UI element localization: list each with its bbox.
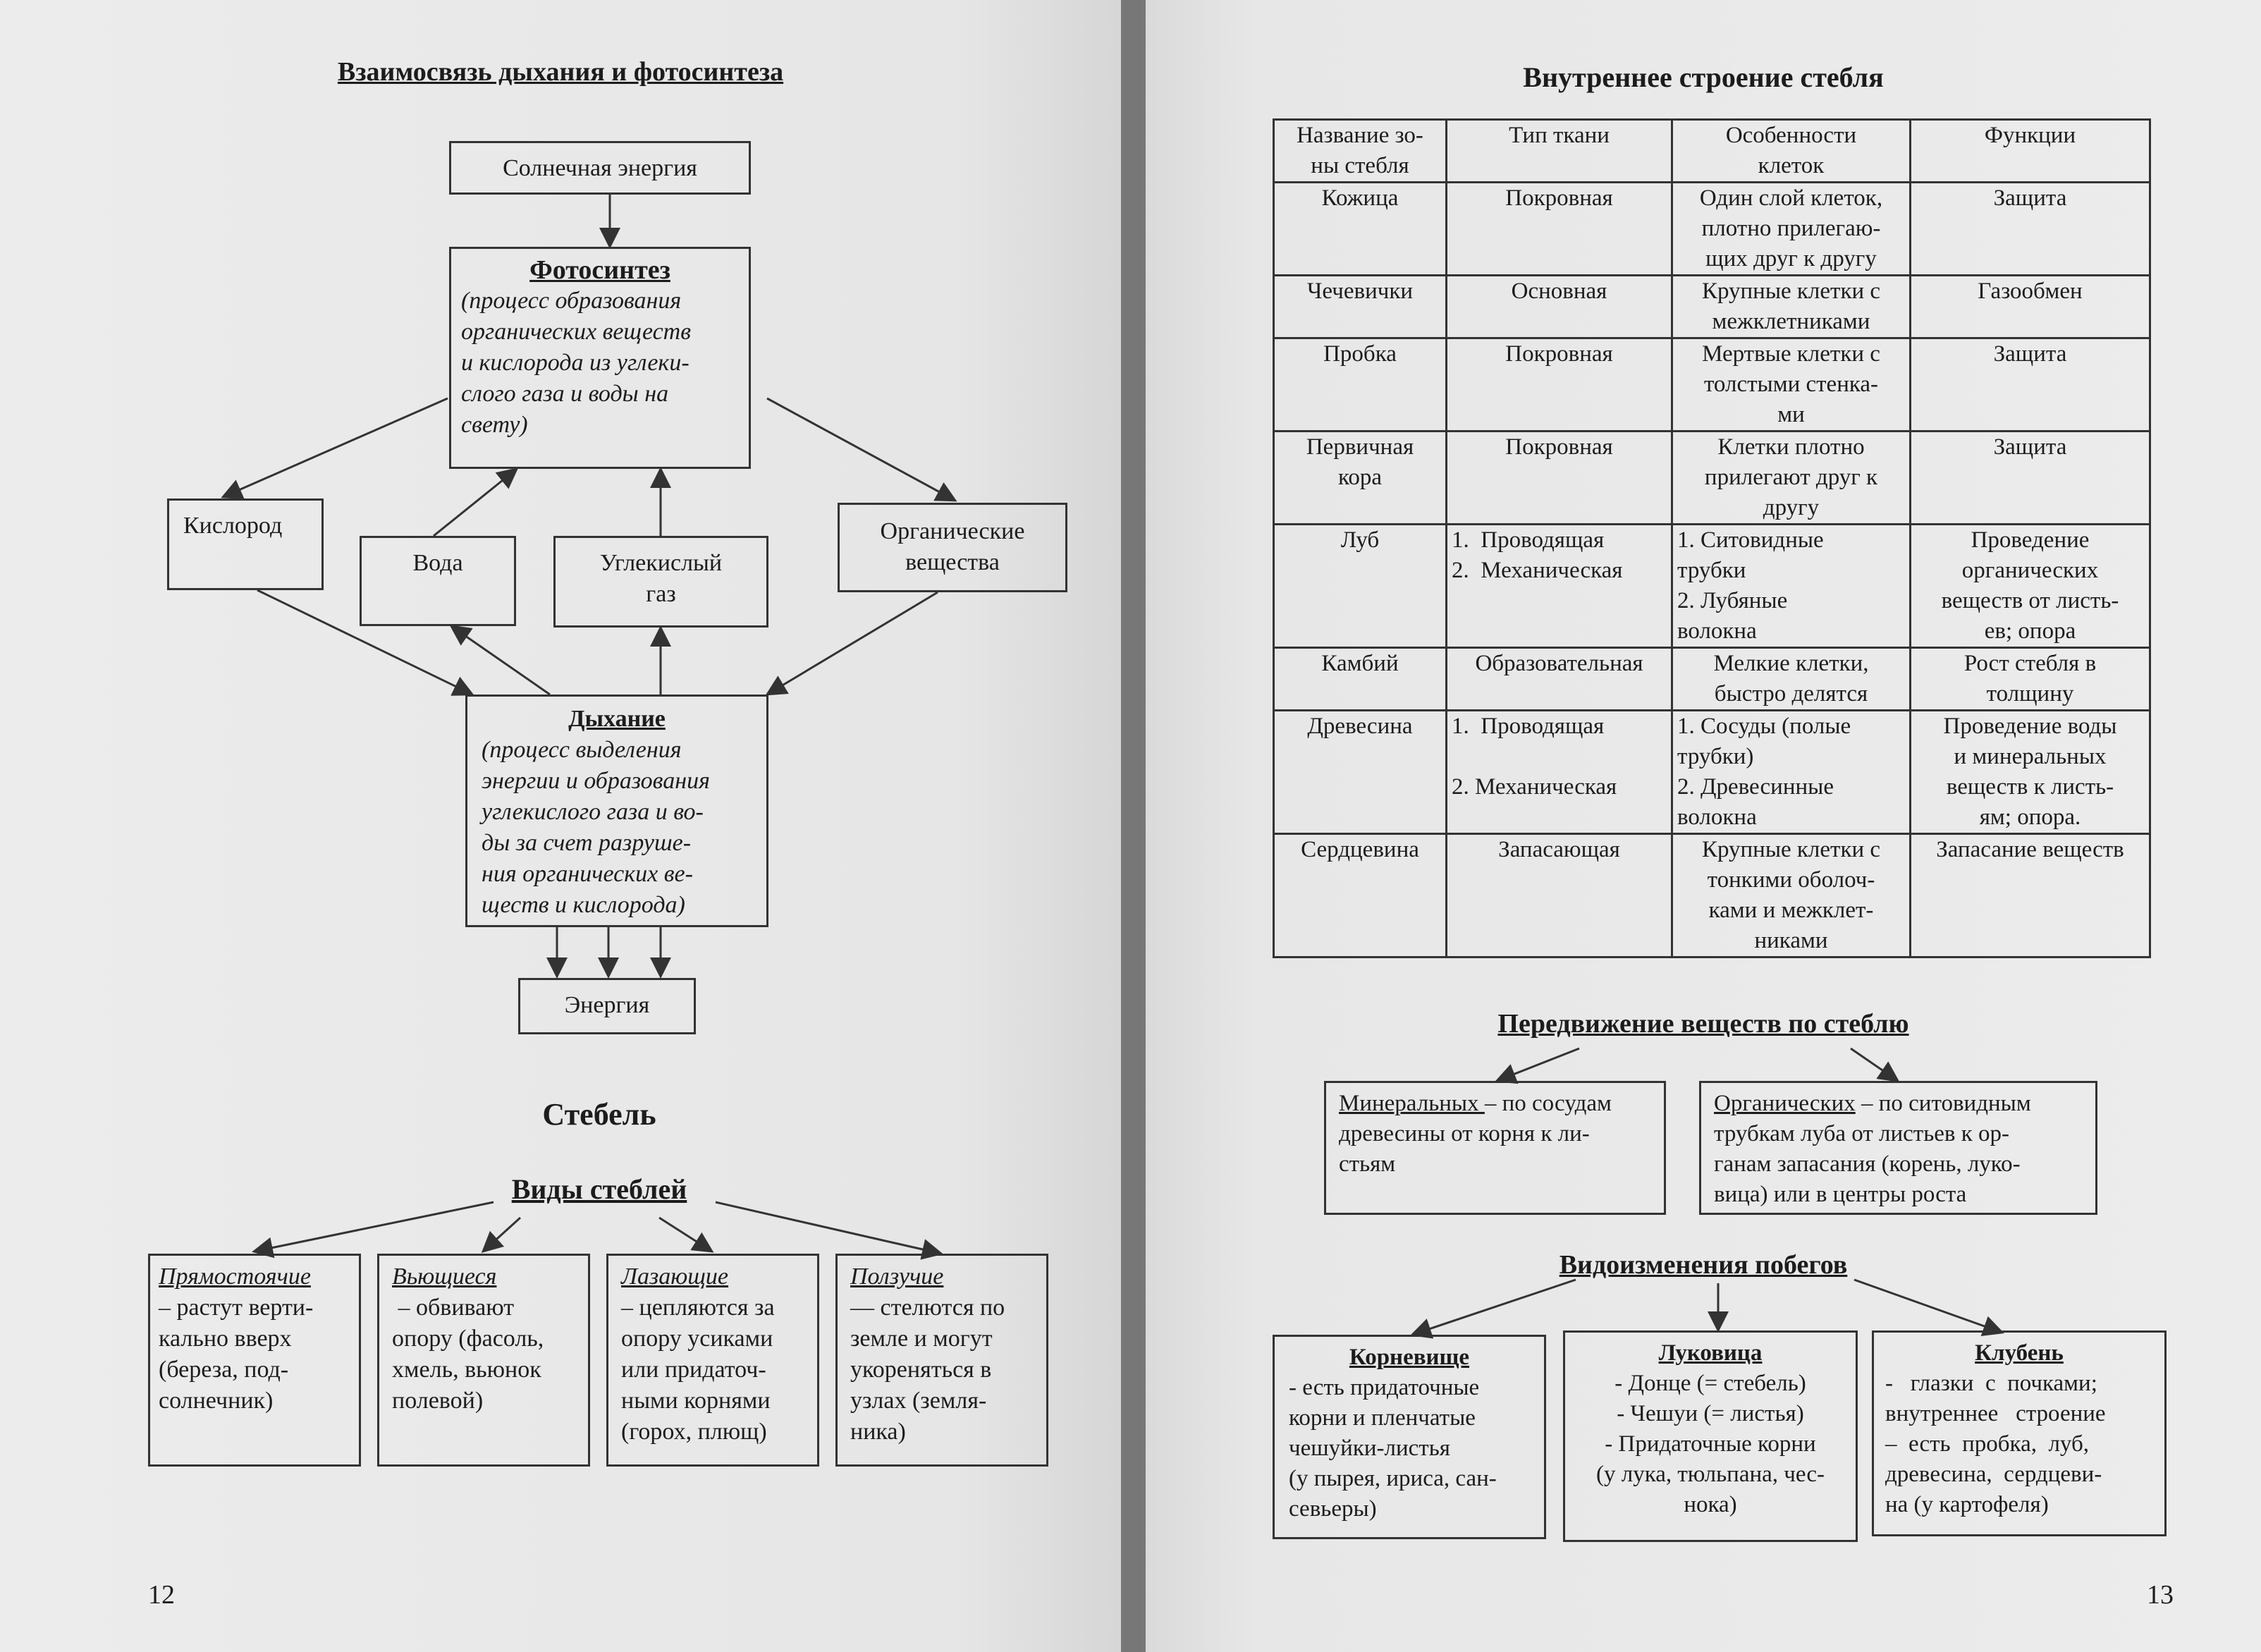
respiration-box — [465, 695, 768, 927]
left-page — [0, 0, 1121, 1652]
cell-line: веществ от листь- — [1941, 588, 2119, 613]
stem-type-desc-line: (береза, под- — [159, 1357, 289, 1383]
bulb-box — [1563, 1330, 1858, 1542]
table-cell-cells — [1672, 711, 1911, 834]
page-title: Взаимосвязь дыхания и фотосинтеза — [337, 57, 784, 87]
stem-type-name: Лазающие — [621, 1264, 729, 1290]
cell-line: Мелкие клетки, — [1713, 651, 1869, 676]
photosynthesis-heading: Фотосинтез — [529, 255, 670, 285]
cell-line: 1. Проводящая — [1452, 714, 1605, 739]
table-header-tissue — [1447, 120, 1672, 183]
cell-line: Мертвые клетки с — [1702, 341, 1880, 367]
arrow-types-to-climbing — [659, 1218, 712, 1252]
table-row — [1274, 711, 2150, 834]
photosynthesis-desc-line: свету) — [461, 412, 528, 438]
table-cell-zone — [1274, 834, 1447, 957]
cell-line: Чечевички — [1306, 279, 1414, 304]
energy-box: Энергия — [518, 978, 696, 1034]
table-header-row — [1274, 120, 2150, 183]
table-cell-zone — [1274, 183, 1447, 276]
cell-line: 1. Ситовидные — [1677, 527, 1824, 553]
table-cell-tissue — [1447, 648, 1672, 711]
stem-structure-table — [1273, 118, 2151, 958]
table-cell-tissue — [1447, 834, 1672, 957]
cell-line: 2. Механическая — [1452, 558, 1623, 583]
cell-line: Запасающая — [1498, 837, 1620, 862]
cell-line: Сердцевина — [1301, 837, 1419, 862]
organic-transport-box — [1699, 1081, 2097, 1215]
photosynthesis-desc-line: слого газа и воды на — [461, 381, 669, 407]
stem-type-desc-line: – обвивают — [392, 1295, 515, 1321]
stem-type-name: Прямостоячие — [159, 1264, 311, 1290]
arrow-transport-to-organic — [1851, 1048, 1898, 1081]
stem-type-desc-line: укореняться в — [850, 1357, 992, 1383]
cell-line: Луб — [1340, 527, 1380, 553]
cell-line: быстро делятся — [1714, 681, 1868, 706]
co2-line: Углекислый — [599, 550, 723, 576]
mod-desc-line: – есть пробка, луб, — [1885, 1431, 2090, 1457]
cell-line: Покровная — [1505, 185, 1613, 211]
cell-line: Первичная — [1306, 434, 1414, 460]
cell-line: 1. Проводящая — [1452, 527, 1605, 553]
mod-name: Клубень — [1975, 1340, 2064, 1366]
stem-type-desc-line: — стелются по — [850, 1295, 1005, 1321]
cell-line: Покровная — [1505, 434, 1613, 460]
cell-line: Древесина — [1307, 714, 1413, 739]
table-cell-tissue — [1447, 525, 1672, 648]
table-cell-tissue — [1447, 183, 1672, 276]
arrow-organic-to-respiration — [767, 592, 938, 695]
page-title: Внутреннее строение стебля — [1523, 61, 1884, 93]
table-cell-zone — [1274, 276, 1447, 338]
stem-type-creeping — [835, 1254, 1048, 1467]
stem-type-desc-line: опору усиками — [621, 1326, 773, 1352]
stem-type-desc-line: хмель, вьюнок — [392, 1357, 541, 1383]
table-cell-functions — [1911, 834, 2150, 957]
cell-line: Проведение — [1971, 527, 2090, 553]
cell-line: Один слой клеток, — [1699, 185, 1883, 211]
rhizome-box — [1273, 1335, 1546, 1539]
stem-type-name: Ползучие — [850, 1264, 944, 1290]
header-line: ны стебля — [1311, 153, 1409, 178]
water-box: Вода — [360, 536, 516, 626]
transport-title: Передвижение веществ по стеблю — [1497, 1009, 1909, 1039]
book-spine — [1121, 0, 1146, 1652]
table-cell-functions — [1911, 525, 2150, 648]
mod-desc-line: - Донце (= стебель) — [1614, 1371, 1806, 1396]
stem-type-desc-line: кально вверх — [159, 1326, 292, 1352]
cell-line — [1452, 742, 1667, 772]
cell-line: плотно прилегаю- — [1701, 216, 1881, 241]
table-cell-tissue — [1447, 432, 1672, 525]
header-line: клеток — [1758, 153, 1825, 178]
solar-energy-box: Солнечная энергия — [449, 141, 751, 195]
table-row — [1274, 432, 2150, 525]
mod-desc-line: древесина, сердцеви- — [1885, 1462, 2102, 1487]
stem-type-desc-line: земле и могут — [850, 1326, 993, 1352]
organic-line: Органические — [880, 518, 1025, 544]
respiration-desc-line: ния органических ве- — [482, 861, 693, 887]
cell-line: Защита — [1993, 341, 2067, 367]
table-cell-functions — [1911, 711, 2150, 834]
mineral-term: Минеральных — [1339, 1091, 1485, 1116]
cell-line: Запасание веществ — [1936, 837, 2124, 862]
mod-desc-line: - глазки с почками; — [1885, 1371, 2097, 1396]
table-row — [1274, 338, 2150, 432]
mod-desc-line: чешуйки-листья — [1289, 1436, 1450, 1461]
table-cell-functions — [1911, 338, 2150, 432]
organic-desc-line: трубкам луба от листьев к ор- — [1714, 1121, 2010, 1146]
mod-desc-line: на (у картофеля) — [1885, 1492, 2049, 1517]
cell-line: органических — [1961, 558, 2099, 583]
cell-line: толщину — [1986, 681, 2074, 706]
table-cell-tissue — [1447, 338, 1672, 432]
respiration-desc-line: энергии и образования — [482, 768, 710, 794]
stem-type-name: Вьющиеся — [392, 1264, 497, 1290]
cell-line: Крупные клетки с — [1701, 279, 1881, 304]
arrow-photosynthesis-to-oxygen — [223, 398, 448, 497]
table-cell-zone — [1274, 432, 1447, 525]
mod-desc-line: нока) — [1684, 1492, 1737, 1517]
shoot-modifications-title: Видоизменения побегов — [1559, 1250, 1848, 1280]
respiration-heading: Дыхание — [568, 706, 666, 732]
organic-desc-line: вица) или в центры роста — [1714, 1182, 1967, 1207]
cell-line: Клетки плотно — [1717, 434, 1865, 460]
table-header-cells — [1672, 120, 1911, 183]
stem-type-upright — [148, 1254, 361, 1467]
table-cell-cells — [1672, 338, 1911, 432]
arrow-types-to-twining — [483, 1218, 520, 1252]
cell-line: толстыми стенка- — [1703, 372, 1879, 397]
cell-line: ям; опора. — [1979, 804, 2081, 830]
table-cell-functions — [1911, 648, 2150, 711]
stem-type-desc-line: солнечник) — [159, 1388, 274, 1414]
cell-line: другу — [1763, 495, 1820, 520]
mod-name: Луковица — [1658, 1340, 1763, 1366]
mod-desc-line: - Чешуи (= листья) — [1617, 1401, 1804, 1426]
organic-matter-box — [838, 503, 1067, 592]
table-cell-cells — [1672, 648, 1911, 711]
stem-type-desc-line: (горох, плющ) — [621, 1419, 767, 1445]
stem-type-twining — [377, 1254, 590, 1467]
table-row — [1274, 276, 2150, 338]
stem-type-desc-line: ника) — [850, 1419, 906, 1445]
photosynthesis-desc-line: и кислорода из углеки- — [461, 350, 690, 376]
stem-type-climbing — [606, 1254, 819, 1467]
arrow-photosynthesis-to-organic — [767, 398, 955, 501]
arrow-transport-to-mineral — [1497, 1048, 1579, 1081]
table-cell-cells — [1672, 432, 1911, 525]
cell-line: Пробка — [1323, 341, 1397, 367]
respiration-desc-line: ществ и кислорода) — [482, 892, 685, 918]
cell-line: ев; опора — [1984, 618, 2076, 644]
table-row — [1274, 648, 2150, 711]
table-row — [1274, 525, 2150, 648]
cell-line: веществ к листь- — [1946, 774, 2114, 800]
mineral-transport-box — [1324, 1081, 1666, 1215]
table-cell-functions — [1911, 432, 2150, 525]
cell-line: Образовательная — [1475, 651, 1643, 676]
stem-type-desc-line: – цепляются за — [621, 1295, 775, 1321]
respiration-desc-line: ды за счет разруше- — [482, 830, 692, 856]
mod-desc-line: корни и пленчатые — [1289, 1405, 1476, 1431]
mod-desc-line: (у лука, тюльпана, чес- — [1596, 1462, 1825, 1487]
table-cell-zone — [1274, 711, 1447, 834]
photosynthesis-box — [449, 247, 751, 469]
arrow-mod-to-tuber — [1854, 1280, 2002, 1333]
table-cell-cells — [1672, 525, 1911, 648]
table-cell-cells — [1672, 276, 1911, 338]
cell-line: и минеральных — [1954, 744, 2107, 769]
cell-line: 2. Лубяные — [1677, 588, 1788, 613]
header-line: Название зо- — [1297, 123, 1423, 148]
cell-line: Проведение воды — [1943, 714, 2117, 739]
cell-line: Покровная — [1505, 341, 1613, 367]
cell-line: трубки) — [1677, 744, 1754, 769]
organic-term: Органических — [1714, 1091, 1856, 1116]
cell-line: Кожица — [1321, 185, 1399, 211]
table-cell-functions — [1911, 183, 2150, 276]
cell-line: 2. Механическая — [1452, 774, 1617, 800]
cell-line: волокна — [1677, 618, 1757, 644]
page-number: 12 — [148, 1580, 175, 1610]
organic-desc-line: ганам запасания (корень, луко- — [1714, 1151, 2021, 1177]
co2-line: газ — [646, 581, 676, 607]
table-cell-cells — [1672, 183, 1911, 276]
co2-box — [553, 536, 768, 628]
header-line: Функции — [1984, 123, 2076, 148]
cell-line: Защита — [1993, 185, 2067, 211]
cell-line: 1. Сосуды (полые — [1677, 714, 1851, 739]
stem-type-desc-line: или придаточ- — [621, 1357, 766, 1383]
cell-line: волокна — [1677, 804, 1757, 830]
cell-line: щих друг к другу — [1705, 246, 1877, 271]
header-line: Особенности — [1725, 123, 1857, 148]
cell-line: трубки — [1677, 558, 1746, 583]
cell-line: никами — [1754, 928, 1828, 953]
cell-line: тонкими оболоч- — [1707, 867, 1875, 893]
tuber-box — [1872, 1330, 2167, 1536]
respiration-desc-line: углекислого газа и во- — [482, 799, 704, 825]
mod-desc-line: внутреннее строение — [1885, 1401, 2106, 1426]
cell-line: 2. Древесинные — [1677, 774, 1834, 800]
stem-type-desc-line: узлах (земля- — [850, 1388, 987, 1414]
respiration-desc-line: (процесс выделения — [482, 737, 682, 763]
cell-line: Рост стебля в — [1963, 651, 2097, 676]
cell-line: Камбий — [1321, 651, 1399, 676]
cell-line: Газообмен — [1978, 279, 2083, 304]
cell-line: межклетниками — [1712, 309, 1870, 334]
table-cell-functions — [1911, 276, 2150, 338]
arrow-respiration-to-water — [451, 626, 550, 695]
photosynthesis-desc-line: (процесс образования — [461, 288, 682, 314]
organic-desc-line: – по ситовидным — [1855, 1091, 2031, 1116]
table-row — [1274, 834, 2150, 957]
stem-type-desc-line: опору (фасоль, — [392, 1326, 544, 1352]
table-cell-tissue — [1447, 276, 1672, 338]
cell-line: Основная — [1511, 279, 1607, 304]
table-row — [1274, 183, 2150, 276]
header-line: Тип ткани — [1509, 123, 1610, 148]
mod-name: Корневище — [1349, 1345, 1470, 1370]
cell-line: ми — [1777, 402, 1805, 427]
mineral-desc-line: стьям — [1339, 1151, 1396, 1177]
cell-line: прилегают друг к — [1704, 465, 1878, 490]
mod-desc-line: - есть придаточные — [1289, 1375, 1480, 1400]
stem-type-desc-line: – растут верти- — [159, 1295, 314, 1321]
mod-desc-line: (у пырея, ириса, сан- — [1289, 1466, 1497, 1491]
table-header-functions — [1911, 120, 2150, 183]
table-header-zone — [1274, 120, 1447, 183]
organic-line: вещества — [905, 549, 1000, 575]
arrow-types-to-upright — [254, 1202, 494, 1252]
table-cell-zone — [1274, 525, 1447, 648]
oxygen-box: Кислород — [167, 498, 324, 590]
arrow-water-to-photosynthesis — [434, 469, 517, 536]
page-number: 13 — [2147, 1580, 2174, 1610]
cell-line: кора — [1337, 465, 1382, 490]
arrow-mod-to-rhizome — [1412, 1280, 1576, 1335]
table-cell-zone — [1274, 338, 1447, 432]
table-cell-tissue — [1447, 711, 1672, 834]
stem-types-title: Виды стеблей — [511, 1173, 687, 1205]
stem-type-desc-line: полевой) — [392, 1388, 484, 1414]
stem-title: Стебель — [542, 1097, 656, 1132]
stem-type-desc-line: ными корнями — [621, 1388, 771, 1414]
mineral-desc-line: – по сосудам — [1484, 1091, 1612, 1116]
cell-line: ками и межклет- — [1708, 898, 1874, 923]
arrow-types-to-creeping — [716, 1202, 941, 1254]
table-cell-zone — [1274, 648, 1447, 711]
mod-desc-line: - Придаточные корни — [1605, 1431, 1816, 1457]
cell-line: Защита — [1993, 434, 2067, 460]
table-cell-cells — [1672, 834, 1911, 957]
mineral-desc-line: древесины от корня к ли- — [1339, 1121, 1590, 1146]
cell-line: Крупные клетки с — [1701, 837, 1881, 862]
mod-desc-line: севьеры) — [1289, 1496, 1377, 1522]
photosynthesis-desc-line: органических веществ — [461, 319, 691, 345]
